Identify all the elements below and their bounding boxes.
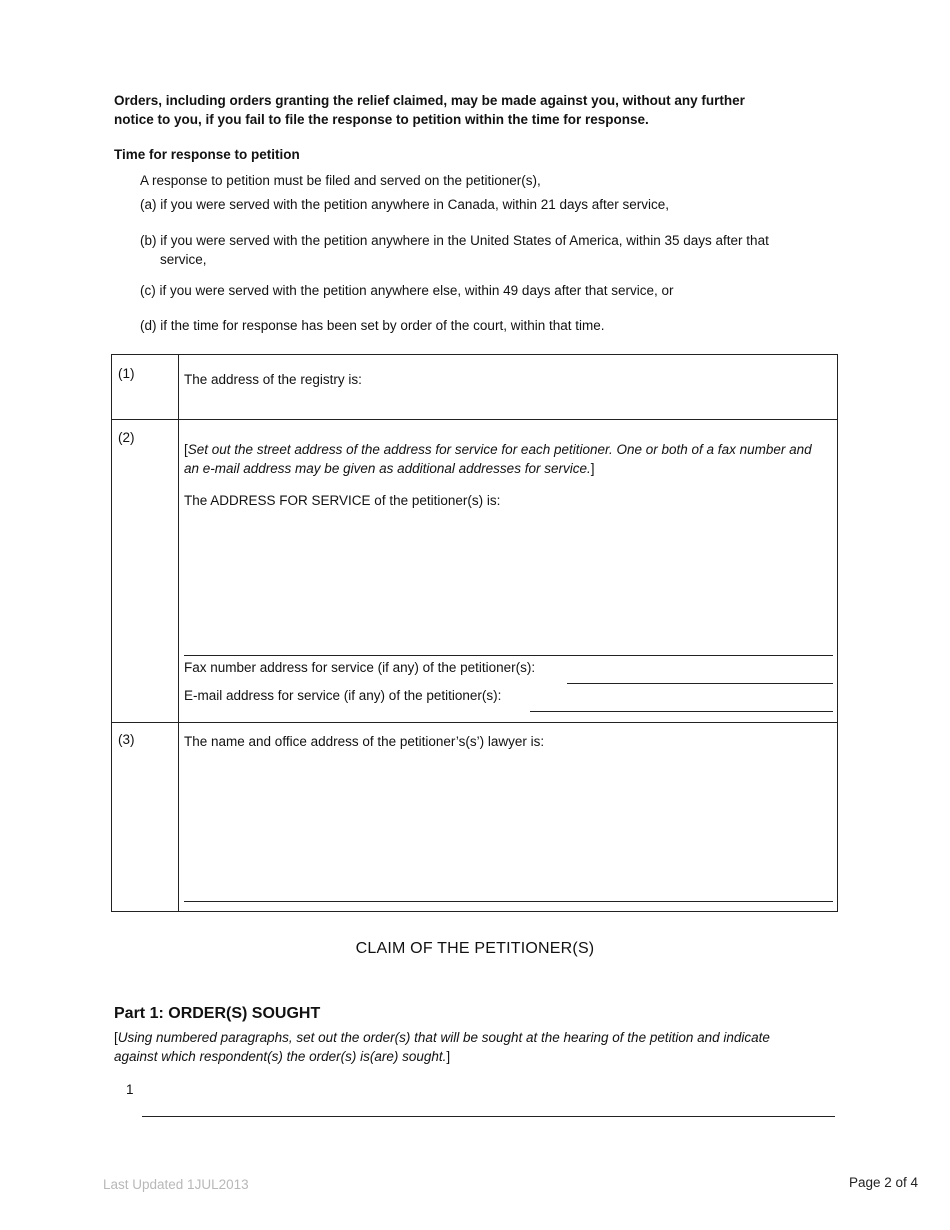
part-1-close-bracket: ] <box>446 1049 451 1064</box>
last-updated: Last Updated 1JUL2013 <box>103 1177 249 1192</box>
table-row-divider-2 <box>112 722 837 723</box>
option-b <box>140 231 840 269</box>
address-for-service-field[interactable] <box>184 655 833 656</box>
address-for-service-instruction <box>184 440 834 478</box>
instruction-open-bracket: [ <box>184 442 188 457</box>
claim-title: CLAIM OF THE PETITIONER(S) <box>355 940 595 957</box>
response-intro: A response to petition must be filed and served on the petitioner(s), <box>140 173 541 188</box>
part-1-title: Part 1: ORDER(S) SOUGHT <box>114 1005 321 1022</box>
table-row-divider-1 <box>112 419 837 420</box>
part-1-instruction <box>114 1028 814 1066</box>
instruction-close-bracket: ] <box>590 461 595 476</box>
part-1-instruction-line-1: Using numbered paragraphs, set out the order(s) that will be sought at the hearing of the petition and indicate <box>117 1030 770 1045</box>
table-column-divider <box>178 355 179 911</box>
option-b-line-2: service, <box>160 252 207 267</box>
paragraph-number-1: 1 <box>126 1082 134 1097</box>
warning-notice <box>114 91 834 129</box>
email-field[interactable] <box>530 711 833 712</box>
page-indicator: Page 2 of 4 <box>848 1175 918 1190</box>
row-2-number: (2) <box>118 430 135 445</box>
option-d: (d) if the time for response has been set by order of the court, within that time. <box>140 318 605 333</box>
warning-line-1: Orders, including orders granting the relief claimed, may be made against you, without any further <box>114 93 745 108</box>
address-for-service-label: The ADDRESS FOR SERVICE of the petitioner(s) is: <box>184 493 501 508</box>
email-label: E-mail address for service (if any) of the petitioner(s): <box>184 688 502 703</box>
warning-line-2: notice to you, if you fail to file the response to petition within the time for response. <box>114 112 649 127</box>
registry-address-label: The address of the registry is: <box>184 372 362 387</box>
fax-label: Fax number address for service (if any) of the petitioner(s): <box>184 660 536 675</box>
time-for-response-heading: Time for response to petition <box>114 147 300 162</box>
fax-number-field[interactable] <box>567 683 833 684</box>
option-c: (c) if you were served with the petition anywhere else, within 49 days after that service, or <box>140 283 674 298</box>
lawyer-address-field[interactable] <box>184 901 833 902</box>
instruction-line-2: an e-mail address may be given as additional addresses for service. <box>184 461 591 476</box>
option-b-line-1: (b) if you were served with the petition anywhere in the United States of America, within 35 days after that <box>140 233 769 248</box>
part-1-instruction-line-2: against which respondent(s) the order(s) is(are) sought. <box>114 1049 447 1064</box>
row-1-number: (1) <box>118 366 135 381</box>
instruction-line-1: Set out the street address of the address for service for each petitioner. One or both of a fax number and <box>187 442 812 457</box>
part-1-open-bracket: [ <box>114 1030 118 1045</box>
address-table <box>111 354 838 912</box>
option-a: (a) if you were served with the petition anywhere in Canada, within 21 days after service, <box>140 197 670 212</box>
order-sought-field-1[interactable] <box>142 1116 835 1117</box>
row-3-number: (3) <box>118 732 135 747</box>
lawyer-address-label: The name and office address of the petitioner’s(s’) lawyer is: <box>184 734 545 749</box>
